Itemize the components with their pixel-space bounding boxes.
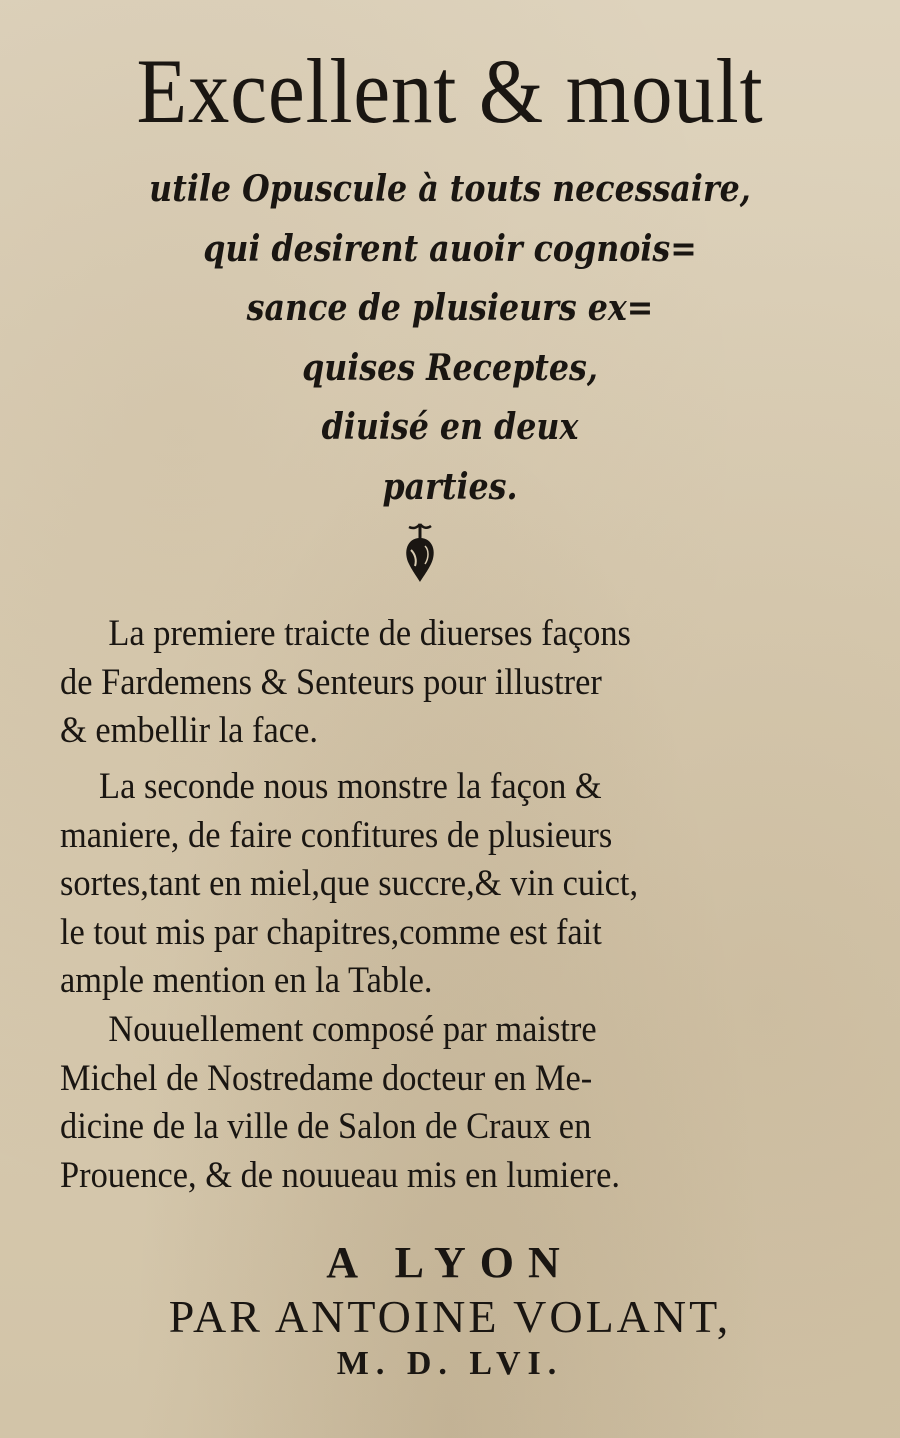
- text-line: Prouence, & de nouueau mis en lumiere.: [60, 1154, 620, 1196]
- text-line: le tout mis par chapitres,comme est fait: [60, 911, 602, 953]
- text-line: Nouuellement composé par maistre: [108, 1009, 597, 1050]
- text-line: La premiere traicte de diuerses façons: [108, 613, 631, 654]
- imprint-city: A LYON: [326, 1238, 574, 1287]
- text-line: dicine de la ville de Salon de Craux en: [60, 1106, 592, 1147]
- text-line: maniere, de faire confitures de plusieurs: [60, 814, 613, 856]
- text-line: ample mention en la Table.: [60, 960, 433, 1001]
- subtitle-line: parties.: [382, 465, 518, 508]
- imprint-printer: PAR ANTOINE VOLANT,: [168, 1291, 732, 1342]
- text-line: La seconde nous monstre la façon &: [99, 766, 602, 807]
- subtitle-line: diuisé en deux: [321, 406, 579, 448]
- text-line: de Fardemens & Senteurs pour illustrer: [60, 661, 602, 703]
- text-line: Michel de Nostredame docteur en Me-: [60, 1057, 593, 1099]
- subtitle-line: qui desirent auoir cognois=: [203, 227, 697, 270]
- fleuron-icon: [395, 520, 445, 585]
- subtitle-block: [0, 160, 900, 517]
- paragraph-first-part: [60, 610, 790, 756]
- paragraph-author: [60, 1006, 790, 1200]
- subtitle-line: quises Receptes,: [302, 346, 598, 389]
- paragraph-second-part: [60, 763, 790, 1006]
- text-line: & embellir la face.: [60, 710, 318, 751]
- book-title: Excellent & moult: [136, 40, 764, 142]
- subtitle-line: sance de plusieurs ex=: [246, 287, 654, 329]
- text-line: sortes,tant en miel,que succre,& vin cuict,: [60, 863, 639, 904]
- imprint-date: M. D. LVI.: [336, 1345, 564, 1382]
- subtitle-line: utile Opuscule à touts necessaire,: [149, 168, 751, 210]
